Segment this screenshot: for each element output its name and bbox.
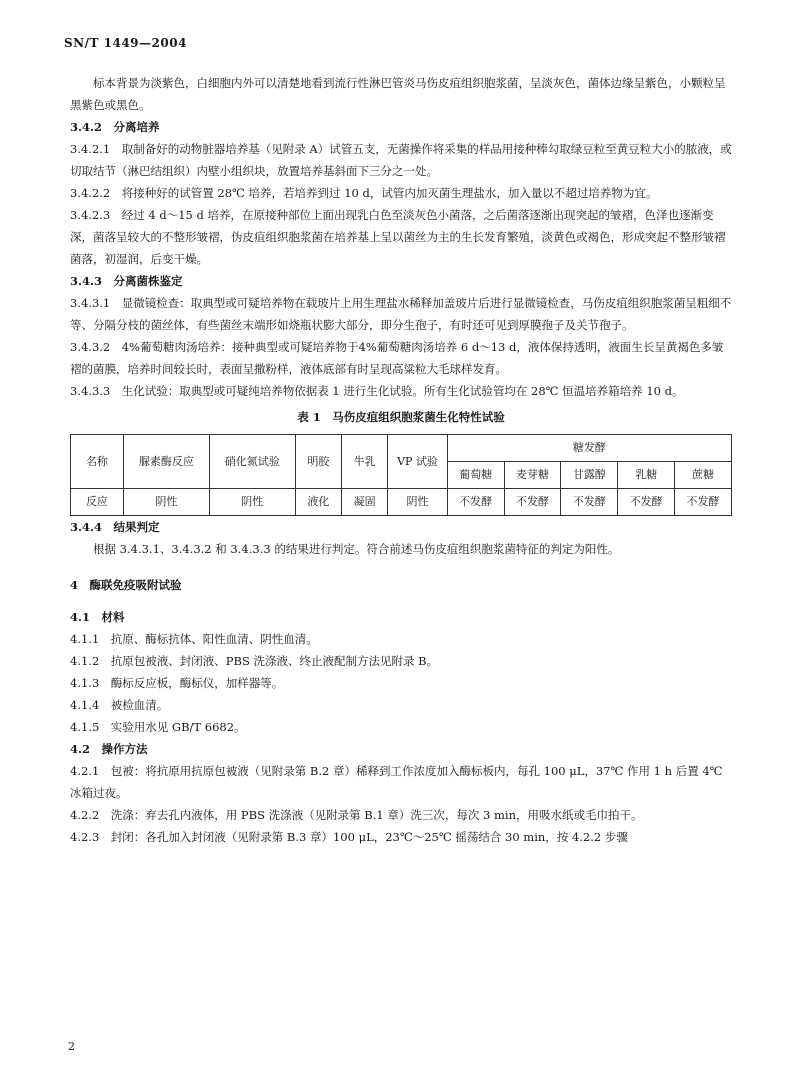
- table-cell: 液化: [295, 489, 341, 516]
- paragraph-3-4-3-2: 3.4.3.2 4%葡萄糖肉汤培养：接种典型或可疑培养物于4%葡萄糖肉汤培养 6 d～13 d，液体保持透明，液面生长呈黄褐色多皱褶的菌膜，培养时间较长时，表面呈撒粉样，液体底部有时呈现高粱粒大毛球样发育。: [70, 340, 724, 376]
- table-row: [71, 489, 732, 516]
- heading-3-4-3: 3.4.3 分离菌株鉴定: [70, 274, 183, 288]
- table-header-cell: 糖发酵: [447, 435, 731, 462]
- paragraph-3-4-4: 根据 3.4.3.1、3.4.3.2 和 3.4.3.3 的结果进行判定。符合前述马伤皮疽组织胞浆菌特征的判定为阳性。: [93, 542, 620, 556]
- paragraph-4-1-4: 4.1.4 被检血清。: [70, 698, 169, 712]
- table-title: 表 1 马伤皮疽组织胞浆菌生化特性试验: [297, 410, 505, 424]
- paragraph-4-2-2: 4.2.2 洗涤：弃去孔内液体，用 PBS 洗涤液（见附录第 B.1 章）洗三次，每次 3 min，用吸水纸或毛巾拍干。: [70, 808, 643, 822]
- paragraph-4-1-2: 4.1.2 抗原包被液、封闭液、PBS 洗涤液、终止液配制方法见附录 B。: [70, 654, 439, 668]
- table-cell: 凝固: [341, 489, 387, 516]
- table-cell: 不发酵: [447, 489, 504, 516]
- table-header-cell: 甘露醇: [561, 462, 618, 489]
- heading-4: 4 酶联免疫吸附试验: [70, 578, 182, 592]
- table-cell: 阴性: [388, 489, 447, 516]
- table-cell: 不发酵: [504, 489, 561, 516]
- paragraph-3-4-3-3: 3.4.3.3 生化试验：取典型或可疑纯培养物依据表 1 进行生化试验。所有生化试验管均在 28℃ 恒温培养箱培养 10 d。: [70, 384, 684, 398]
- table-cell: 反应: [71, 489, 124, 516]
- table-header-cell: VP 试验: [388, 435, 447, 489]
- table-cell: 不发酵: [675, 489, 732, 516]
- paragraph-4-2-1: 4.2.1 包被：将抗原用抗原包被液（见附录第 B.2 章）稀释到工作浓度加入酶标板内，每孔 100 μL，37℃ 作用 1 h 后置 4℃ 冰箱过夜。: [70, 764, 723, 800]
- table-header-cell: 明胶: [295, 435, 341, 489]
- paragraph-4-2-3: 4.2.3 封闭：各孔加入封闭液（见附录第 B.3 章）100 μL，23℃～25℃ 摇荡结合 30 min，按 4.2.2 步骤: [70, 830, 628, 844]
- biochemical-table: [70, 434, 732, 516]
- table-cell: 不发酵: [561, 489, 618, 516]
- heading-4-1: 4.1 材料: [70, 610, 125, 624]
- paragraph-3-4-2-2: 3.4.2.2 将接种好的试管置 28℃ 培养，若培养到过 10 d，试管内加灭菌生理盐水，加入量以不超过培养物为宜。: [70, 186, 658, 200]
- document-body: [70, 72, 732, 848]
- paragraph-3-4-2-3: 3.4.2.3 经过 4 d～15 d 培养，在原接种部位上面出现乳白色至淡灰色小菌落，之后菌落逐渐出现突起的皱褶，色泽也逐渐变深，菌落呈较大的不整形皱褶，伪皮疽组织胞浆菌在培养基上呈以菌丝为主的生长发育繁殖，淡黄色或褐色，形成突起不整形皱褶菌落，初湿润，后变干燥。: [70, 208, 726, 266]
- heading-3-4-2: 3.4.2 分离培养: [70, 120, 160, 134]
- table-header-cell: 蔗糖: [675, 462, 732, 489]
- table-header-row: [71, 435, 732, 462]
- paragraph-3-4-3-1: 3.4.3.1 显微镜检查：取典型或可疑培养物在载玻片上用生理盐水稀释加盖玻片后进行显微镜检查，马伤皮疽组织胞浆菌呈粗细不等、分隔分枝的菌丝体，有些菌丝末端形如烧瓶状膨大部分，即分生孢子，有时还可见到厚膜孢子及关节孢子。: [70, 296, 732, 332]
- table-cell: 不发酵: [618, 489, 675, 516]
- table-cell: 阴性: [209, 489, 295, 516]
- paragraph-4-1-5: 4.1.5 实验用水见 GB/T 6682。: [70, 720, 246, 734]
- paragraph-4-1-1: 4.1.1 抗原、酶标抗体、阳性血清、阴性血清。: [70, 632, 318, 646]
- standard-code-header: SN/T 1449—2004: [64, 36, 187, 50]
- heading-4-2: 4.2 操作方法: [70, 742, 148, 756]
- table-header-cell: 葡萄糖: [447, 462, 504, 489]
- table-cell: 阴性: [123, 489, 209, 516]
- paragraph-4-1-3: 4.1.3 酶标反应板，酶标仪，加样器等。: [70, 676, 284, 690]
- heading-3-4-4: 3.4.4 结果判定: [70, 520, 160, 534]
- table-header-cell: 牛乳: [341, 435, 387, 489]
- paragraph-smear-description: 标本背景为淡紫色，白细胞内外可以清楚地看到流行性淋巴管炎马伤皮疽组织胞浆菌，呈淡灰色，菌体边缘呈紫色，小颗粒呈黑紫色或黑色。: [70, 76, 726, 112]
- paragraph-3-4-2-1: 3.4.2.1 取制备好的动物脏器培养基（见附录 A）试管五支，无菌操作将采集的样品用接种棒勾取绿豆粒至黄豆粒大小的脓液，或切取结节（淋巴结组织）内壁小组织块，放置培养基斜面下三分之一处。: [70, 142, 732, 178]
- table-header-cell: 脲素酶反应: [123, 435, 209, 489]
- page-number: 2: [68, 1040, 75, 1053]
- table-header-cell: 名称: [71, 435, 124, 489]
- table-header-cell: 乳糖: [618, 462, 675, 489]
- table-header-cell: 硝化氮试验: [209, 435, 295, 489]
- table-header-cell: 麦芽糖: [504, 462, 561, 489]
